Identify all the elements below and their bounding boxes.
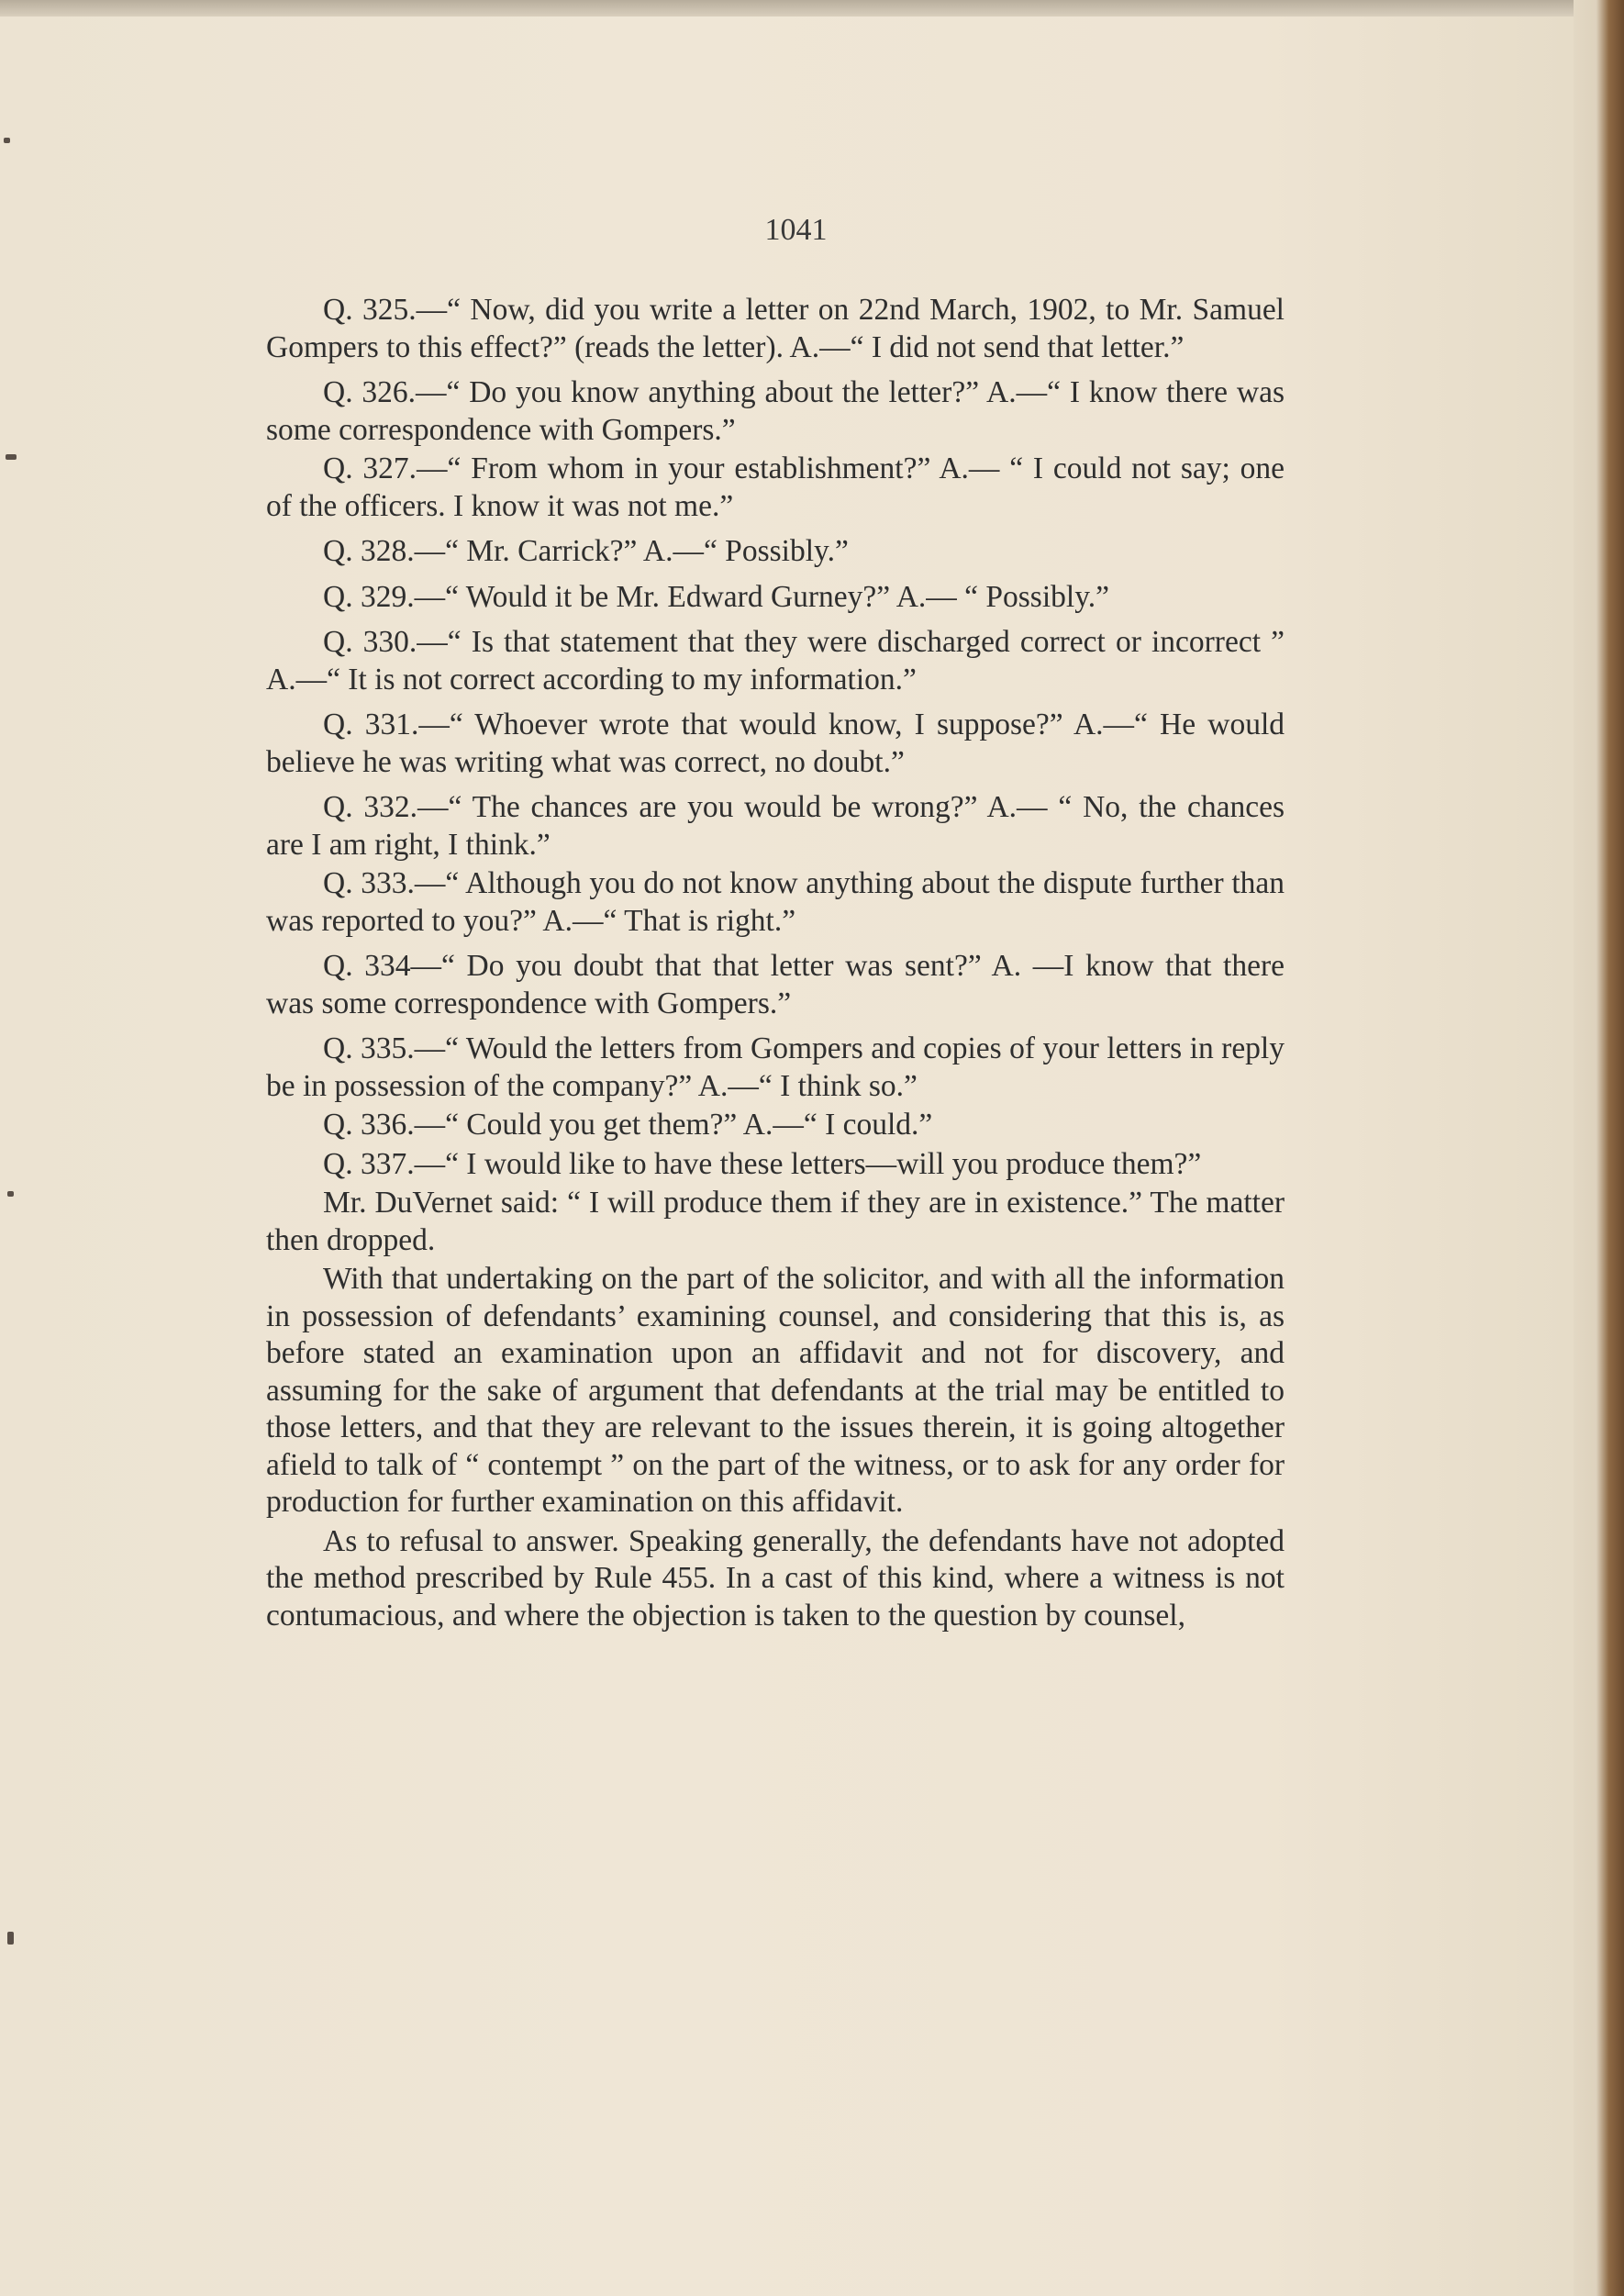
page-number: 1041: [764, 213, 828, 247]
paragraph: Q. 328.—“ Mr. Carrick?” A.—“ Possibly.”: [323, 534, 849, 568]
book-page-edge: [1574, 0, 1624, 2296]
paragraph: As to refusal to answer. Speaking generally, the defendants have not adopted the method prescribed by Rule 455. In a cast of this kind, where a witness is not contumacious, and where the objection is taken to the question by counsel,: [266, 1523, 1285, 1633]
margin-speck: [7, 1191, 14, 1197]
paragraph: Q. 329.—“ Would it be Mr. Edward Gurney?” A.— “ Possibly.”: [323, 579, 1110, 614]
paragraph: Q. 326.—“ Do you know anything about the letter?” A.—“ I know there was some correspondence with Gompers.”: [266, 375, 1285, 447]
margin-speck: [7, 1932, 14, 1945]
paragraph: Q. 336.—“ Could you get them?” A.—“ I could.”: [323, 1108, 933, 1142]
paragraph: Q. 331.—“ Whoever wrote that would know, I suppose?” A.—“ He would believe he was writing what was correct, no doubt.”: [266, 708, 1285, 779]
paragraph: Q. 332.—“ The chances are you would be wrong?” A.— “ No, the chances are I am right, I think.”: [266, 790, 1285, 862]
paragraph: Q. 333.—“ Although you do not know anything about the dispute further than was reported to you?” A.—“ That is right.”: [266, 866, 1285, 938]
paragraph: Q. 330.—“ Is that statement that they were discharged correct or incorrect ” A.—“ It is not correct according to my information.”: [266, 625, 1285, 697]
paragraph: Q. 327.—“ From whom in your establishment?” A.— “ I could not say; one of the officers. I know it was not me.”: [266, 451, 1285, 523]
paragraph: Q. 335.—“ Would the letters from Gompers and copies of your letters in reply be in possession of the company?” A.—“ I think so.”: [266, 1031, 1285, 1103]
page-top-shadow: [0, 0, 1574, 17]
page-body: [266, 292, 1285, 1636]
paragraph: Q. 334—“ Do you doubt that that letter was sent?” A. —I know that there was some correspondence with Gompers.”: [266, 949, 1285, 1020]
margin-speck: [4, 138, 10, 143]
paragraph: Q. 337.—“ I would like to have these letters—will you produce them?”: [323, 1146, 1202, 1181]
paragraph: Mr. DuVernet said: “ I will produce them if they are in existence.” The matter then dropped.: [266, 1186, 1285, 1257]
paragraph: With that undertaking on the part of the solicitor, and with all the information in possession of defendants’ examining counsel, and considering that this is, as before stated an examination upon an affidavit and not for discovery, and assuming for the sake of argument that defendants at the trial may be entitled to those letters, and that they are relevant to the issues therein, it is going altogether afield to talk of “ contempt ” on the part of the witness, or to ask for any order for production for further examination on this affidavit.: [266, 1262, 1285, 1519]
paragraph: Q. 325.—“ Now, did you write a letter on 22nd March, 1902, to Mr. Samuel Gompers to this effect?” (reads the letter). A.—“ I did not send that letter.”: [266, 293, 1285, 364]
margin-speck: [6, 454, 17, 460]
